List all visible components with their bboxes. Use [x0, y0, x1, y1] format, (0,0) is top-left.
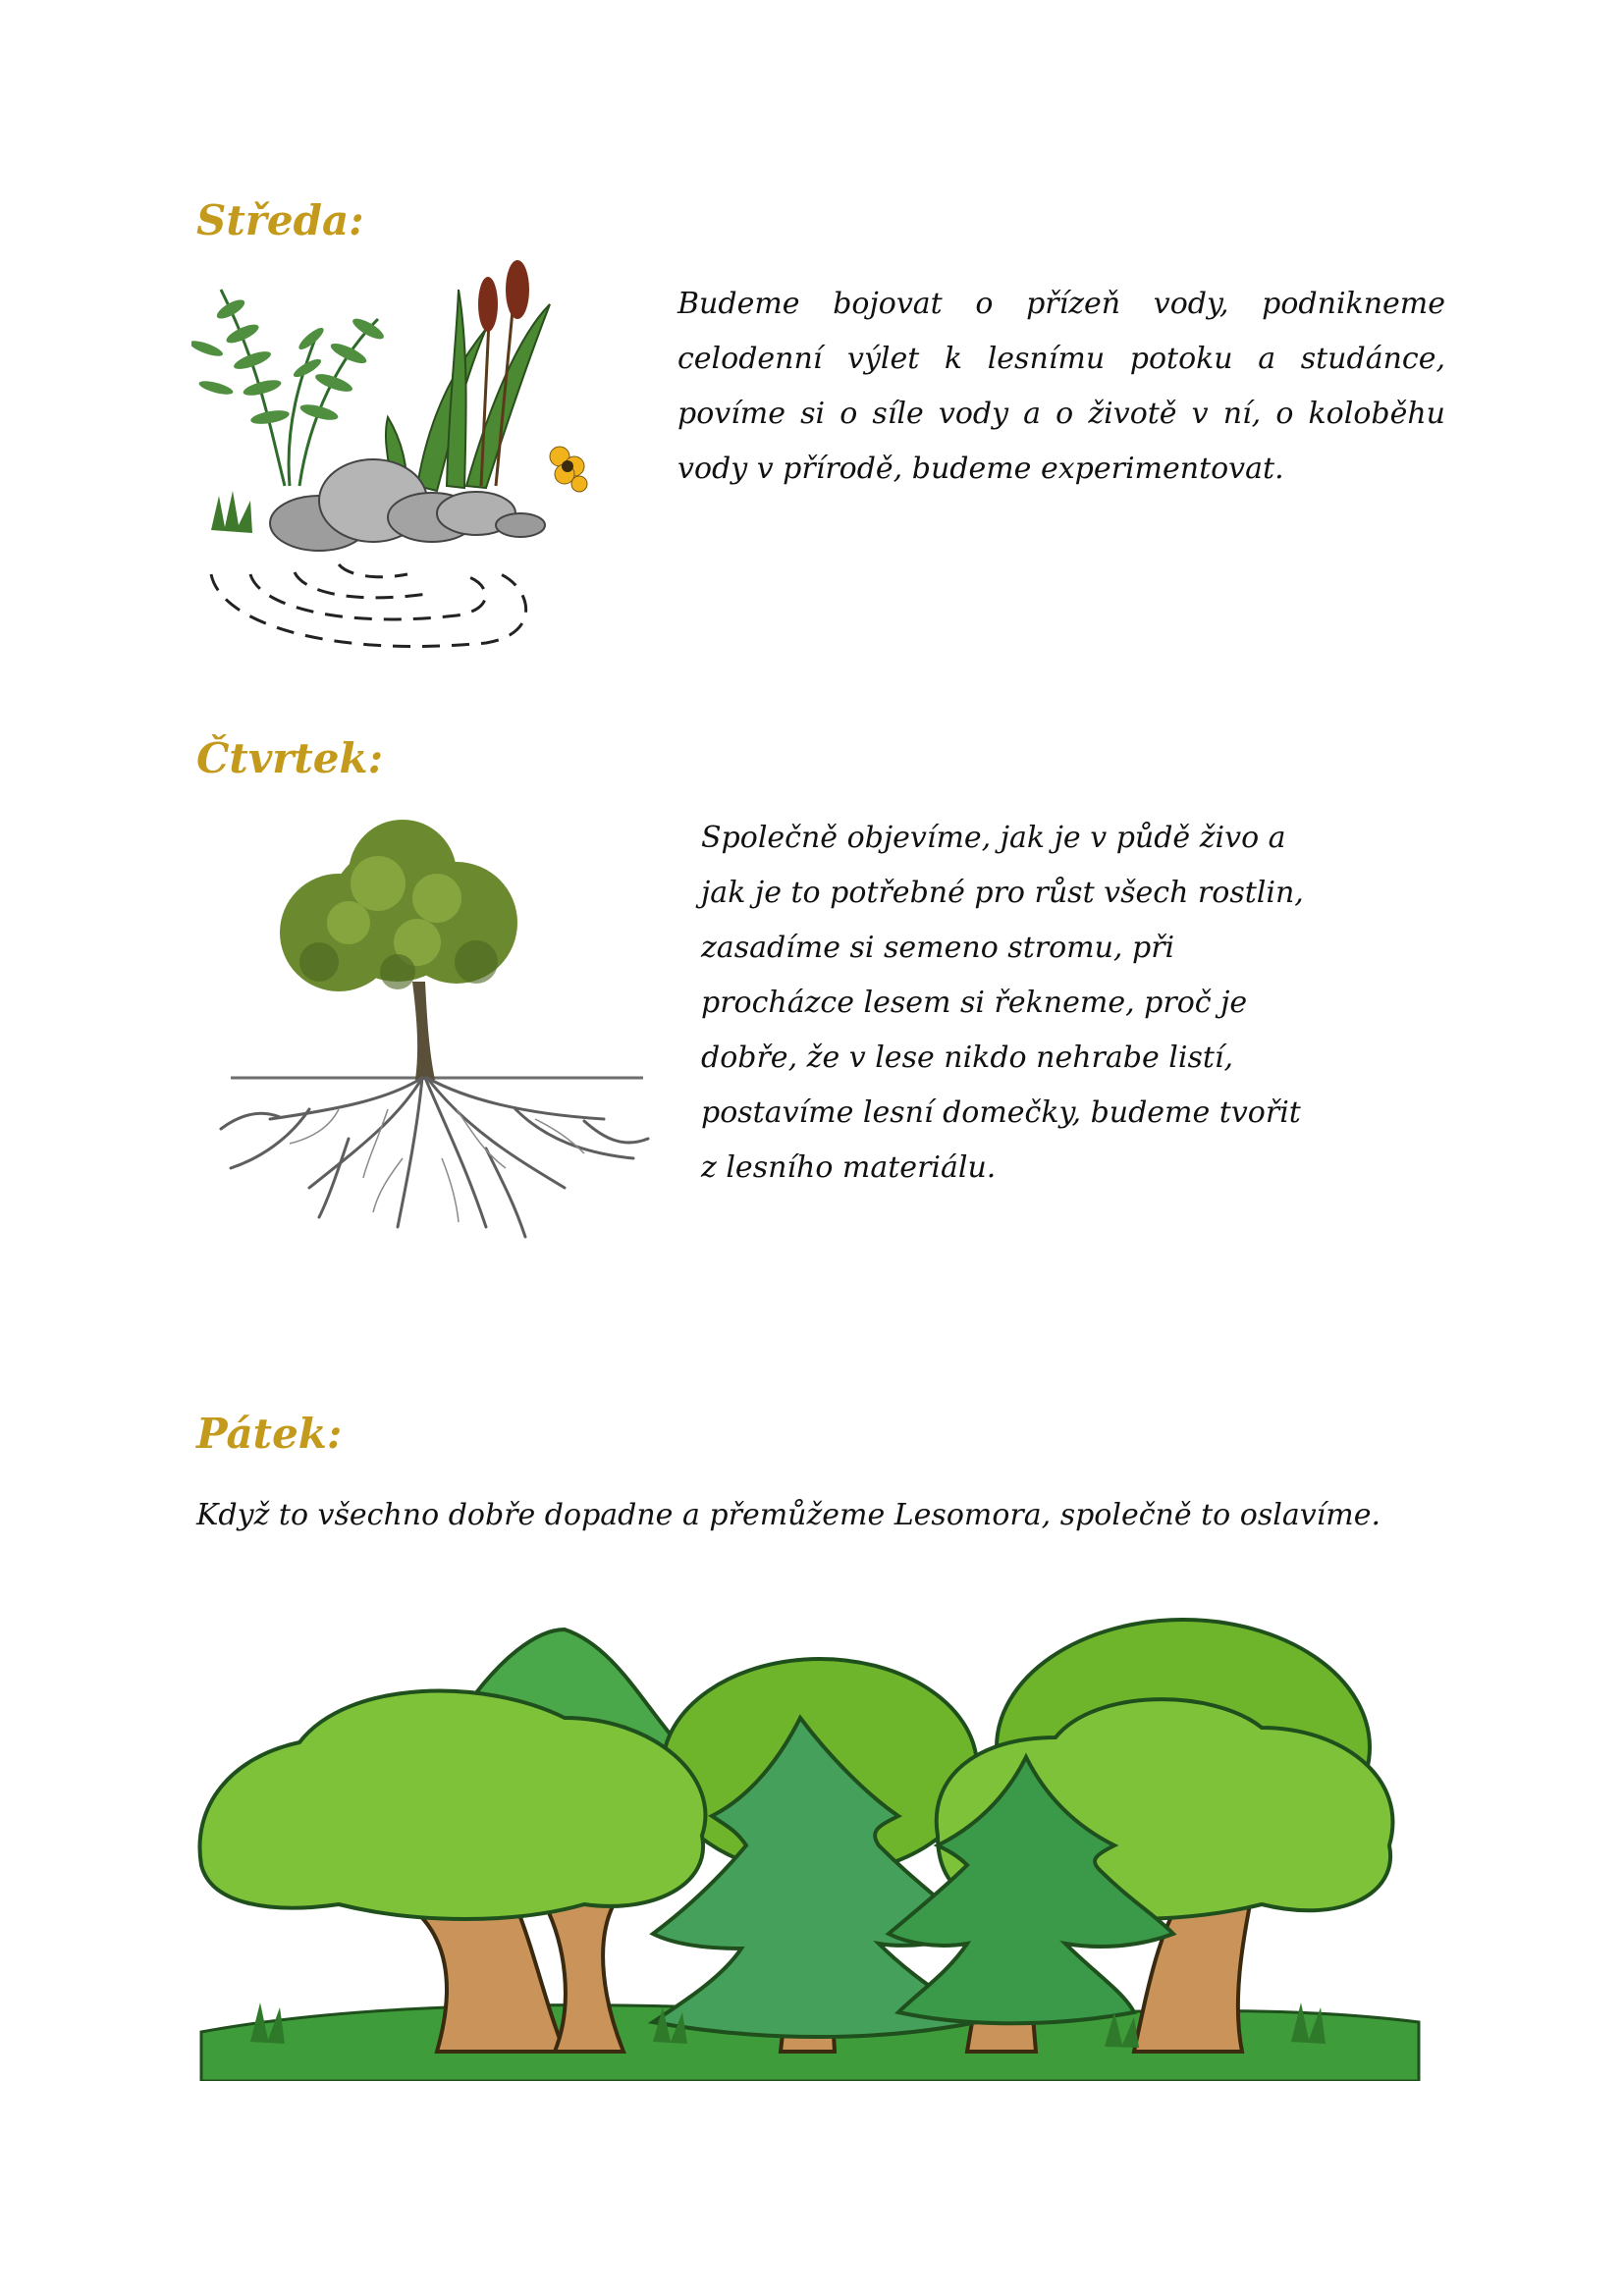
thursday-line: dobře, že v lese nikdo nehrabe listí,	[701, 1041, 1234, 1075]
thursday-line: z lesního materiálu.	[701, 1150, 997, 1185]
thursday-text	[701, 811, 1447, 1196]
tree-roots-icon	[191, 815, 673, 1256]
thursday-line: zasadíme si semeno stromu, při	[701, 931, 1175, 965]
forest-icon	[191, 1610, 1429, 2081]
thursday-heading: Čtvrtek:	[196, 734, 384, 782]
wednesday-text: Budeme bojovat o přízeň vody, podnikneme celodenní výlet k lesnímu potoku a studánce, povíme si o síle vody a o životě v ní, o koloběhu vody v přírodě, budeme experimentovat.	[677, 287, 1445, 486]
friday-text: Když to všechno dobře dopadne a přemůžeme Lesomora, společně to oslavíme.	[196, 1498, 1380, 1532]
thursday-line: Společně objevíme, jak je v půdě živo a	[701, 821, 1286, 855]
thursday-line: procházce lesem si řekneme, proč je	[701, 986, 1248, 1020]
friday-heading: Pátek:	[196, 1410, 343, 1458]
wednesday-heading: Středa:	[196, 196, 364, 244]
thursday-line: postavíme lesní domečky, budeme tvořit	[701, 1095, 1301, 1130]
pond-plants-icon	[191, 260, 658, 672]
thursday-line: jak je to potřebné pro růst všech rostlin,	[701, 876, 1304, 910]
